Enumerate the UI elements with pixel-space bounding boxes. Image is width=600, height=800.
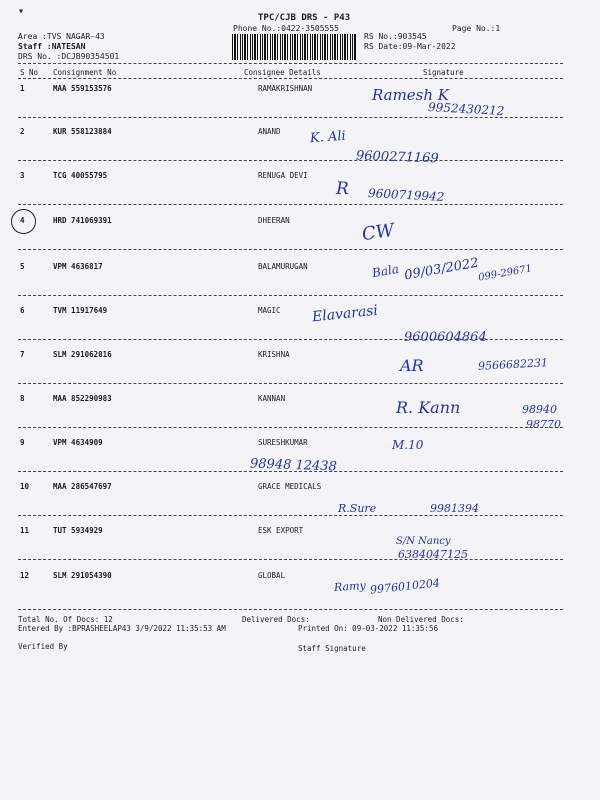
divider <box>18 427 563 428</box>
row-consignment: HRD 741069391 <box>53 216 112 225</box>
signature-row-1: Ramesh K <box>372 86 450 104</box>
row-consignment: VPM 4634909 <box>53 438 103 447</box>
row-sno: 12 <box>20 571 30 580</box>
delivered-docs: Delivered Docs: <box>242 615 310 624</box>
column-header-consignee: Consignee Details <box>244 68 321 77</box>
signature-row-11: R.Sure <box>338 502 377 515</box>
column-header-signature: Signature <box>423 68 464 77</box>
row-consignee: GRACE MEDICALS <box>258 482 322 491</box>
rs-date: RS Date:09-Mar-2022 <box>364 42 456 51</box>
row-consignment: TUT 5934929 <box>53 526 103 535</box>
verified-by: Verified By <box>18 642 68 651</box>
row-consignee: RAMAKRISHNAN <box>258 84 313 93</box>
divider <box>18 295 563 296</box>
row-sno: 2 <box>20 127 25 136</box>
row-sno: 1 <box>20 84 25 93</box>
divider <box>18 160 563 161</box>
column-header-consignment: Consignment No <box>53 68 117 77</box>
row-consignment: MAA 286547697 <box>53 482 112 491</box>
divider <box>18 383 563 384</box>
row-consignment: SLM 291054390 <box>53 571 112 580</box>
phone2-row-8: 98770 <box>526 418 561 431</box>
row-consignee: DHEERAN <box>258 216 290 225</box>
signature-row-12: Ramy <box>333 578 367 595</box>
signature-row-5: Bala <box>370 261 400 281</box>
staff-signature: Staff Signature <box>298 644 366 653</box>
row-consignee: MAGIC <box>258 306 281 315</box>
phone-row-8: 98940 <box>522 403 557 416</box>
divider <box>18 78 563 79</box>
row-consignee: BALAMURUGAN <box>258 262 308 271</box>
row-sno: 4 <box>20 216 25 225</box>
phone-row-12: 9976010204 <box>369 576 441 597</box>
signature-row-8: R. Kann <box>396 398 461 417</box>
rs-number: RS No.:903545 <box>364 32 427 41</box>
row-sno: 5 <box>20 262 25 271</box>
row-consignee: SURESHKUMAR <box>258 438 308 447</box>
row-consignee: KANNAN <box>258 394 286 403</box>
row-consignment: SLM 291062816 <box>53 350 112 359</box>
drs-title: TPC/CJB DRS - P43 <box>258 13 351 23</box>
row-sno: 10 <box>20 482 30 491</box>
drs-number: DRS No. :DCJB90354501 <box>18 52 120 61</box>
row-consignment: VPM 4636817 <box>53 262 103 271</box>
row-consignment: TCG 40055795 <box>53 171 108 180</box>
row-consignee: KRISHNA <box>258 350 290 359</box>
row-consignee: RENUGA DEVI <box>258 171 308 180</box>
signature-row-4: CW <box>360 219 396 246</box>
divider <box>18 63 563 64</box>
printed-on: Printed On: 09-03-2022 11:35:56 <box>298 624 438 633</box>
note-row-5: 099-29671 <box>477 263 533 284</box>
row-consignee: GLOBAL <box>258 571 286 580</box>
phone-row-10: 98948 12438 <box>249 456 338 475</box>
name-row-11: S/N Nancy <box>396 536 451 547</box>
row-sno: 11 <box>20 526 30 535</box>
non-delivered-docs: Non Delivered Docs: <box>378 615 464 624</box>
phone-row-2: 9600271169 <box>355 148 439 167</box>
barcode-image <box>232 34 357 60</box>
divider <box>18 249 563 250</box>
divider <box>18 609 563 610</box>
row-sno: 3 <box>20 171 25 180</box>
corner-mark: ▾ <box>18 6 25 17</box>
divider <box>18 515 563 516</box>
date-row-5: 09/03/2022 <box>403 255 480 284</box>
entered-by: Entered By :BPRASHEELAP43 3/9/2022 11:35:53 AM <box>18 624 226 633</box>
page-number: Page No.:1 <box>452 24 501 33</box>
staff-label: Staff :NATESAN <box>18 42 86 51</box>
row-consignment: MAA 559153576 <box>53 84 112 93</box>
phone-row-11: 9981394 <box>430 502 479 515</box>
phone-number: Phone No.:0422-3505555 <box>233 24 339 33</box>
row-consignment: KUR 558123884 <box>53 127 112 136</box>
row-sno: 8 <box>20 394 25 403</box>
signature-row-7: AR <box>400 356 424 375</box>
divider <box>18 559 563 560</box>
divider <box>18 117 563 118</box>
total-docs: Total No. Of Docs: 12 <box>18 615 113 624</box>
phone2-row-11: 6384047125 <box>398 548 468 561</box>
row-sno: 9 <box>20 438 25 447</box>
row-sno: 7 <box>20 350 25 359</box>
phone2-row-7: 9566682231 <box>477 356 549 373</box>
column-header-sno: S No <box>20 68 39 77</box>
signature-row-6: Elavarasi <box>311 302 379 326</box>
row-sno: 6 <box>20 306 25 315</box>
row-consignment: MAA 852290983 <box>53 394 112 403</box>
row-consignee: ESK EXPORT <box>258 526 304 535</box>
signature-row-2: K. Ali <box>309 128 347 147</box>
row-consignment: TVM 11917649 <box>53 306 108 315</box>
phone-row-7: 9600604864 <box>404 330 487 345</box>
signature-row-3: R <box>336 179 349 199</box>
area-label: Area :TVS NAGAR-43 <box>18 32 105 41</box>
note-row-9: M.10 <box>392 438 424 452</box>
divider <box>18 204 563 205</box>
phone-row-3: 9600719942 <box>367 186 445 204</box>
row-consignee: ANAND <box>258 127 281 136</box>
phone-row-1: 9952430212 <box>427 100 505 118</box>
